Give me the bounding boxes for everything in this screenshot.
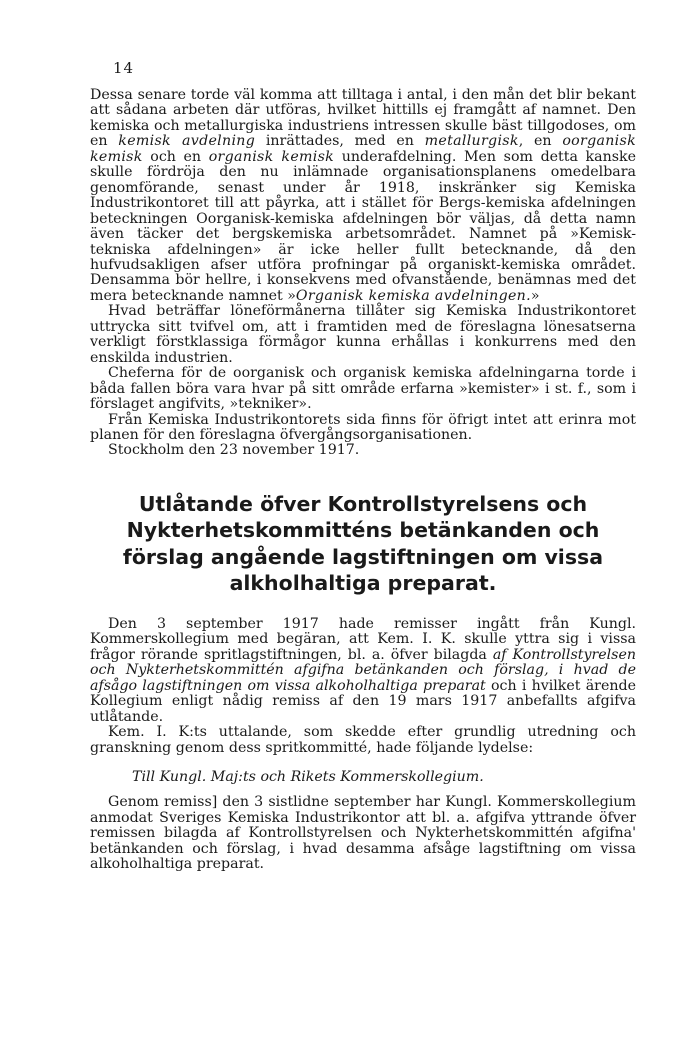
paragraph-genom-remiss: Genom remiss] den 3 sistlidne september har Kungl. Kommerskollegium anmodat Sveriges Kemiska Industrikontor att bl. a. afgifva yttrande öfver remissen bilagda af Kontrollstyrelsen och Nykterhetskommittén afgifna' betänkanden och förslag, i hvad desamma afsåge lagstiftning om vissa alkoholhaltiga preparat. bbox=[90, 794, 636, 873]
paragraph-date: Stockholm den 23 november 1917. bbox=[108, 442, 360, 459]
text-run: inrättades, med en bbox=[255, 133, 425, 150]
text-run: och i hvilket ärende Kollegium enligt nådig remiss af den 19 mars 1917 anbefallts afgifva utlåtande. bbox=[90, 677, 636, 725]
emphasis-metallurgisk: metallurgisk bbox=[424, 133, 519, 150]
paragraph-intro bbox=[90, 88, 636, 304]
text-run: och en bbox=[142, 148, 209, 165]
paragraph-remisser bbox=[90, 617, 636, 725]
paragraph-loneformaner: Hvad beträffar löneförmånerna tillåter sig Kemiska Industrikontoret uttrycka sitt tvifvel om, att i framtiden med de föreslagna lönesatserna verkligt förstklassiga förmågor kunna erhållas i konkurrens med den enskilda industrien. bbox=[90, 303, 636, 366]
emphasis-oorganisk-kemisk: oorganisk kemisk bbox=[90, 133, 636, 165]
paragraph-cheferna: Cheferna för de oorganisk och organisk kemiska afdelningarna torde i båda fallen böra vara hvar på sitt område erfarna »kemister» i st. f., som i förslaget angifvits, »tekniker». bbox=[90, 365, 636, 413]
text-run: » bbox=[530, 287, 540, 304]
paragraph-erinra: Från Kemiska Industrikontorets sida finns för öfrigt intet att erinra mot planen för den föreslagna öfvergångsorganisationen. bbox=[90, 411, 636, 443]
text-run: Den 3 september 1917 hade remisser ingått från Kungl. Kommerskollegium med begäran, att Kem. I. K. skulle yttra sig i vissa frågor rörande spritlagstiftningen, bl. a. öfver bilagda bbox=[90, 615, 636, 663]
emphasis-organisk-kemiska-avdelningen: Organisk kemiska avdelningen. bbox=[295, 287, 531, 304]
page-number: 14 bbox=[113, 59, 135, 77]
emphasis-kemisk-avdelning: kemisk avdelning bbox=[118, 133, 256, 150]
document-body bbox=[90, 88, 636, 873]
emphasis-bilagda-betankanden: af Kontrollstyrelsen och Nykterhetskommittén afgifna betänkanden och förslag, i hvad de afsågo lagstiftningen om vissa alkoholhaltiga preparat bbox=[90, 646, 636, 694]
emphasis-organisk-kemisk: organisk kemisk bbox=[208, 148, 335, 165]
section-heading: Utlåtande öfver Kontrollstyrelsens och Nykterhetskommitténs betänkanden och förslag angående lagstiftningen om vissa alkholhaltiga preparat. bbox=[122, 491, 604, 596]
text-run: Dessa senare torde väl komma att tilltaga i antal, i den mån det blir bekant att sådana arbeten där utföras, hvilket hittills ej framgått af namnet. Den kemiska och metallurgiska industriens intressen skulle bäst tillgodoses, om en bbox=[90, 87, 636, 150]
text-run: , en bbox=[518, 133, 563, 150]
paragraph-uttalande: Kem. I. K:ts uttalande, som skedde efter grundlig utredning och granskning genom dess spritkommitté, hade följande lydelse: bbox=[90, 724, 636, 756]
salutation: Till Kungl. Maj:ts och Rikets Kommerskollegium. bbox=[132, 768, 484, 785]
text-run: underafdelning. Men som detta kanske skulle fördröja den nu inlämnade organisationsplanens omedelbara genomförande, senast under år 1918, inskränker sig Kemiska Industrikontoret till att påyrka, att i stället för Bergs-kemiska afdelningen beteckningen Oorganisk-kemiska afdelningen bör väljas, då detta namn även täcker det bergskemiska arbetsområdet. Namnet på »Kemisk-tekniska afdelningen» är icke heller fullt betecknande, då den hufvudsakligen afser utföra profningar på organiskt-kemiska området. Densamma bör hellre, i konsekvens med ofvanstående, benämnas med det mera betecknande namnet » bbox=[90, 148, 636, 304]
